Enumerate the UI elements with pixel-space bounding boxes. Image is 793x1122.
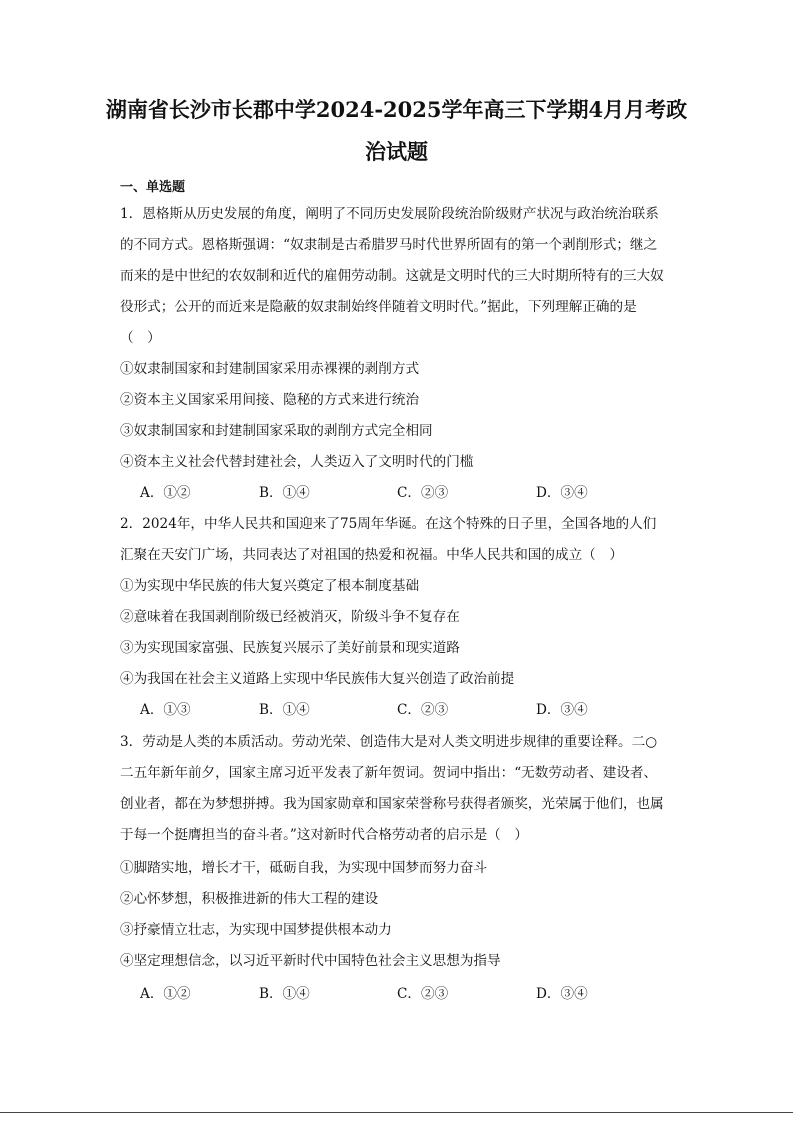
question-stem-line: 于每一个挺膺担当的奋斗者。”这对新时代合格劳动者的启示是（ ） bbox=[120, 827, 528, 843]
statement-item: ①脚踏实地，增长才干，砥砺自我，为实现中国梦而努力奋斗 bbox=[120, 860, 488, 876]
statement-item: ①为实现中华民族的伟大复兴奠定了根本制度基础 bbox=[120, 578, 420, 594]
choice-a[interactable]: A．①② bbox=[140, 485, 191, 501]
choice-b[interactable]: B．①④ bbox=[259, 986, 310, 1002]
statement-item: ③奴隶制国家和封建制国家采取的剥削方式完全相同 bbox=[120, 423, 433, 439]
statement-item: ②意味着在我国剥削阶级已经被消灭，阶级斗争不复存在 bbox=[120, 609, 460, 625]
statement-item: ①奴隶制国家和封建制国家采用赤裸裸的剥削方式 bbox=[120, 361, 420, 377]
question-stem-line: 2．2024年，中华人民共和国迎来了75周年华诞。在这个特殊的日子里，全国各地的人们 bbox=[120, 516, 657, 532]
choice-a[interactable]: A．①② bbox=[140, 986, 191, 1002]
statement-item: ④为我国在社会主义道路上实现中华民族伟大复兴创造了政治前提 bbox=[120, 671, 515, 687]
statement-item: ④资本主义社会代替封建社会，人类迈入了文明时代的门槛 bbox=[120, 454, 474, 470]
question-stem-line: 创业者，都在为梦想拼搏。我为国家勋章和国家荣誉称号获得者颁奖，光荣属于他们，也属 bbox=[120, 796, 664, 812]
question-stem-line: 的不同方式。恩格斯强调：“奴隶制是古希腊罗马时代世界所固有的第一个剥削形式；继之 bbox=[120, 237, 658, 253]
question-stem-line: （ ） bbox=[120, 330, 161, 346]
question-stem-line: 而来的是中世纪的农奴制和近代的雇佣劳动制。这就是文明时代的三大时期所特有的三大奴 bbox=[120, 268, 664, 284]
choice-d[interactable]: D．③④ bbox=[536, 702, 588, 718]
choice-d[interactable]: D．③④ bbox=[536, 986, 588, 1002]
question-stem-line: 二五年新年前夕，国家主席习近平发表了新年贺词。贺词中指出：“无数劳动者、建设者、 bbox=[120, 765, 658, 781]
exam-title-line-1: 湖南省长沙市长郡中学2024-2025学年高三下学期4月月考政 bbox=[105, 97, 688, 122]
statement-item: ②资本主义国家采用间接、隐秘的方式来进行统治 bbox=[120, 392, 420, 408]
statement-item: ③为实现国家富强、民族复兴展示了美好前景和现实道路 bbox=[120, 640, 460, 656]
choice-c[interactable]: C．②③ bbox=[397, 485, 449, 501]
question-stem-line: 汇聚在天安门广场，共同表达了对祖国的热爱和祝福。中华人民共和国的成立（ ） bbox=[120, 547, 623, 563]
statement-item: ③抒豪情立壮志，为实现中国梦提供根本动力 bbox=[120, 922, 392, 938]
choice-b[interactable]: B．①④ bbox=[259, 702, 310, 718]
question-stem-line: 3．劳动是人类的本质活动。劳动光荣、创造伟大是对人类文明进步规律的重要诠释。二○ bbox=[120, 734, 658, 750]
question-stem-line: 役形式；公开的而近来是隐蔽的奴隶制始终伴随着文明时代。”据此，下列理解正确的是 bbox=[120, 299, 637, 315]
page-footer-divider bbox=[0, 1112, 793, 1113]
exam-title-line-2: 治试题 bbox=[365, 139, 428, 164]
choice-b[interactable]: B．①④ bbox=[259, 485, 310, 501]
choice-d[interactable]: D．③④ bbox=[536, 485, 588, 501]
choice-c[interactable]: C．②③ bbox=[397, 702, 449, 718]
section-heading: 一、单选题 bbox=[120, 180, 186, 195]
statement-item: ②心怀梦想，积极推进新的伟大工程的建设 bbox=[120, 891, 379, 907]
choice-a[interactable]: A．①③ bbox=[140, 702, 191, 718]
choice-c[interactable]: C．②③ bbox=[397, 986, 449, 1002]
statement-item: ④坚定理想信念，以习近平新时代中国特色社会主义思想为指导 bbox=[120, 953, 501, 969]
question-stem-line: 1．恩格斯从历史发展的角度，阐明了不同历史发展阶段统治阶级财产状况与政治统治联系 bbox=[120, 206, 659, 222]
